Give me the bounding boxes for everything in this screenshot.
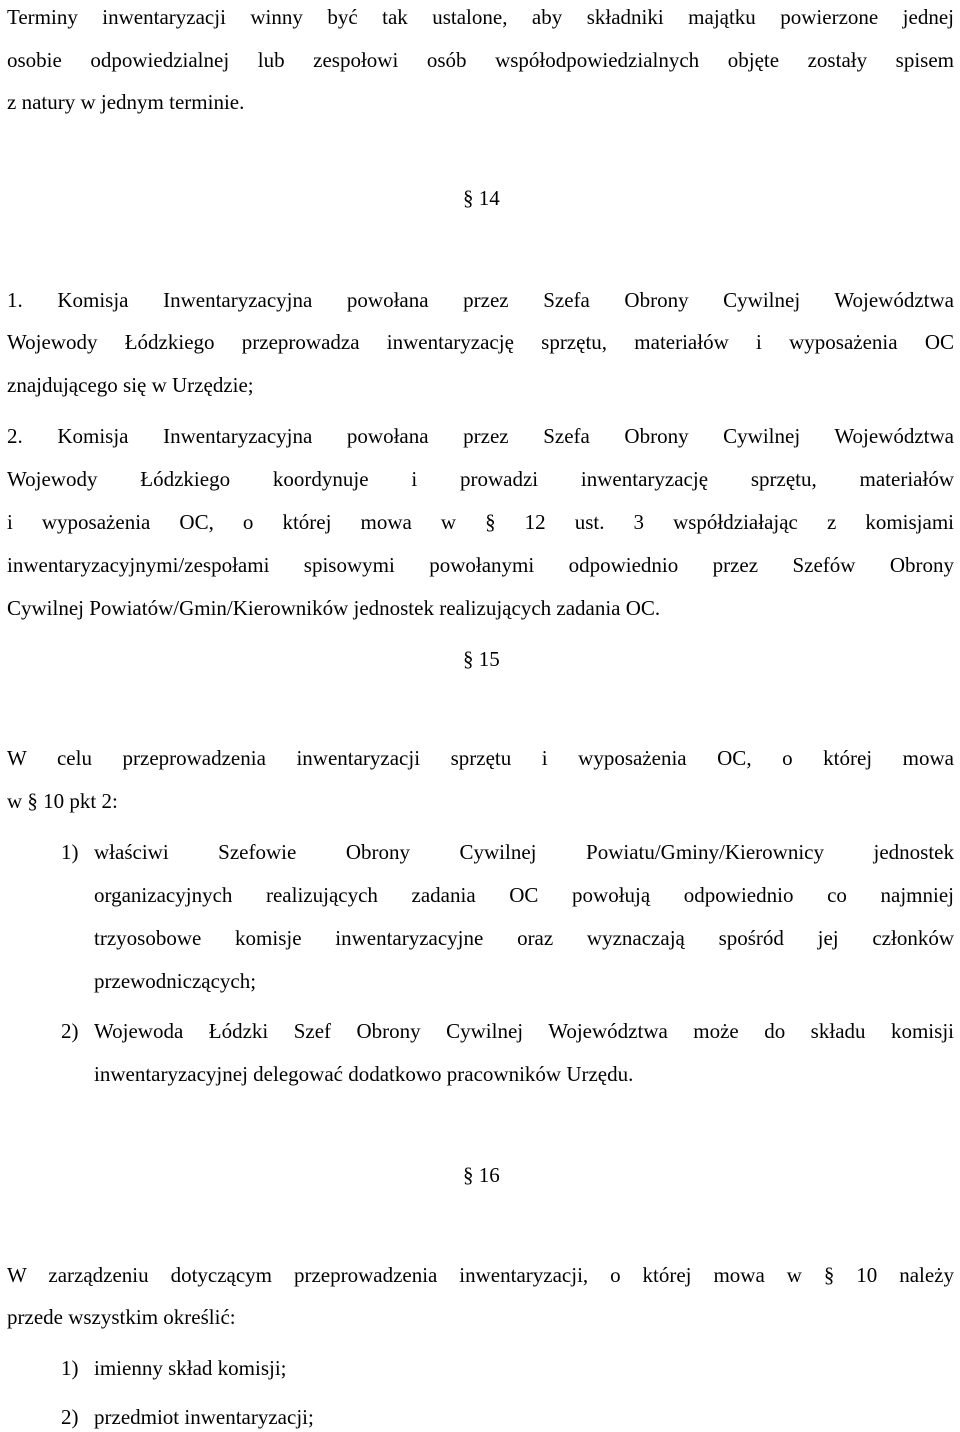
list-item-line: imienny skład komisji; (94, 1356, 287, 1380)
paragraph-line: w § 10 pkt 2: (7, 789, 118, 813)
section-heading-16: § 16 (463, 1163, 500, 1187)
section-heading-14: § 14 (463, 186, 500, 210)
paragraph-line: W celu przeprowadzenia inwentaryzacji sprzętu i wyposażenia OC, o której mowa (7, 746, 954, 770)
paragraph-line: Wojewody Łódzkiego koordynuje i prowadzi inwentaryzację sprzętu, materiałów (7, 467, 954, 491)
list-number: 1) (61, 840, 79, 864)
paragraph-line: przede wszystkim określić: (7, 1305, 236, 1329)
paragraph-line: Wojewody Łódzkiego przeprowadza inwentaryzację sprzętu, materiałów i wyposażenia OC (7, 330, 954, 354)
list-item-line: Wojewoda Łódzki Szef Obrony Cywilnej Województwa może do składu komisji (94, 1019, 954, 1043)
list-number: 2) (61, 1405, 79, 1429)
section-heading-15: § 15 (463, 647, 500, 671)
list-item-line: organizacyjnych realizujących zadania OC powołują odpowiednio co najmniej (94, 883, 954, 907)
list-item-line: właściwi Szefowie Obrony Cywilnej Powiatu/Gminy/Kierownicy jednostek (94, 840, 954, 864)
list-item-line: inwentaryzacyjnej delegować dodatkowo pracowników Urzędu. (94, 1062, 634, 1086)
paragraph-line: 2. Komisja Inwentaryzacyjna powołana przez Szefa Obrony Cywilnej Województwa (7, 424, 954, 448)
paragraph-line: znajdującego się w Urzędzie; (7, 373, 254, 397)
paragraph-line: z natury w jednym terminie. (7, 90, 245, 114)
paragraph-line: Terminy inwentaryzacji winny być tak ustalone, aby składniki majątku powierzone jednej (7, 5, 954, 29)
list-number: 1) (61, 1356, 79, 1380)
paragraph-line: i wyposażenia OC, o której mowa w § 12 ust. 3 współdziałając z komisjami (7, 510, 954, 534)
paragraph-line: Cywilnej Powiatów/Gmin/Kierowników jednostek realizujących zadania OC. (7, 596, 661, 620)
list-item-line: trzyosobowe komisje inwentaryzacyjne oraz wyznaczają spośród jej członków (94, 926, 954, 950)
paragraph-line: W zarządzeniu dotyczącym przeprowadzenia inwentaryzacji, o której mowa w § 10 należy (7, 1263, 954, 1287)
paragraph-line: 1. Komisja Inwentaryzacyjna powołana przez Szefa Obrony Cywilnej Województwa (7, 288, 954, 312)
paragraph-line: inwentaryzacyjnymi/zespołami spisowymi powołanymi odpowiednio przez Szefów Obrony (7, 553, 954, 577)
paragraph-line: osobie odpowiedzialnej lub zespołowi osób współodpowiedzialnych objęte zostały spisem (7, 48, 954, 72)
list-number: 2) (61, 1019, 79, 1043)
list-item-line: przewodniczących; (94, 969, 257, 993)
list-item-line: przedmiot inwentaryzacji; (94, 1405, 314, 1429)
